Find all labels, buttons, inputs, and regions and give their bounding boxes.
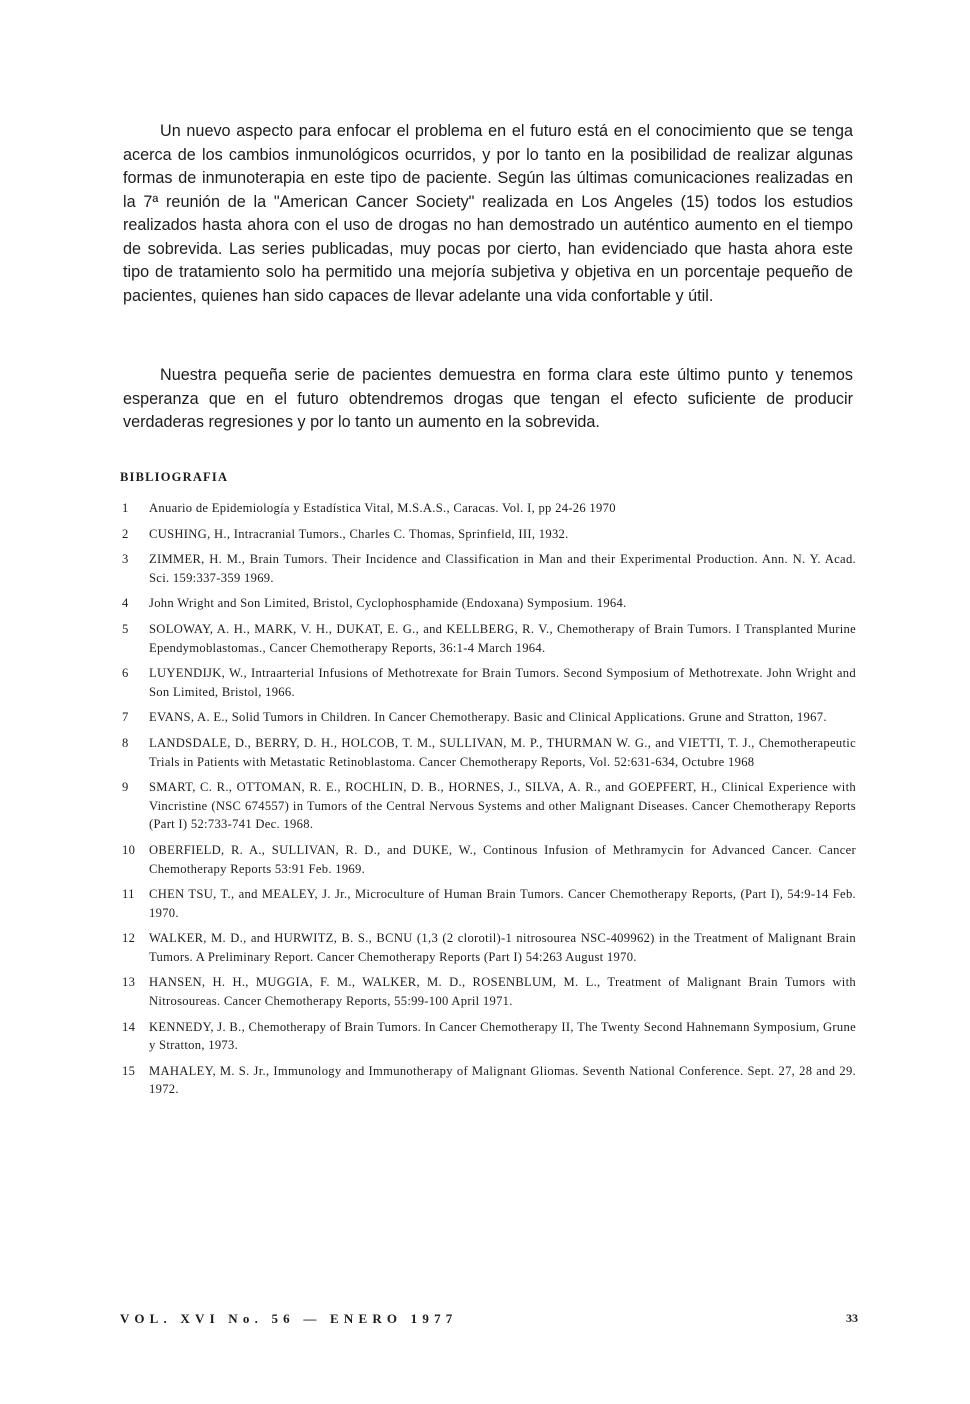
reference-text: WALKER, M. D., and HURWITZ, B. S., BCNU (1,3 (2 clorotil)-1 nitrosourea NSC-409962) in the Treatment of Malignant Brain Tumors. A Preliminary Report. Cancer Chemotherapy Reports (Part I) 54:263 August 1970. xyxy=(149,931,856,964)
reference-text: MAHALEY, M. S. Jr., Immunology and Immunotherapy of Malignant Gliomas. Seventh National Conference. Sept. 27, 28 and 29. 1972. xyxy=(149,1063,856,1097)
reference-item xyxy=(118,885,856,922)
reference-list xyxy=(118,499,856,1106)
reference-item xyxy=(118,664,856,701)
reference-item xyxy=(118,594,856,613)
reference-item xyxy=(118,620,856,657)
reference-number: 6 xyxy=(122,666,129,681)
reference-text: LANDSDALE, D., BERRY, D. H., HOLCOB, T. M., SULLIVAN, M. P., THURMAN W. G., and VIETTI, T. J., Chemotherapeutic Trials in Patients with Metastatic Retinoblastoma. Cancer Chemotherapy Reports, Vol. 52:631-634, Octubre 1968 xyxy=(149,735,856,769)
reference-text: LUYENDIJK, W., Intraarterial Infusions of Methotrexate for Brain Tumors. Second Symposium of Methotrexate. John Wright and Son Limited, Bristol, 1966. xyxy=(149,666,856,699)
reference-number: 1 xyxy=(122,501,129,515)
bibliography-heading: BIBLIOGRAFIA xyxy=(120,470,229,484)
reference-item xyxy=(118,525,856,544)
paragraph-2: Nuestra pequeña serie de pacientes demuestra en forma clara este último punto y tenemos esperanza que en el futuro obtendremos drogas que tengan el efecto suficiente de producir verdaderas regresiones y por lo tanto un aumento en la sobrevida. xyxy=(123,366,853,431)
reference-number: 13 xyxy=(122,975,136,990)
reference-text: Anuario de Epidemiología y Estadística Vital, M.S.A.S., Caracas. Vol. I, pp 24-26 1970 xyxy=(149,501,616,515)
reference-text: KENNEDY, J. B., Chemotherapy of Brain Tumors. In Cancer Chemotherapy II, The Twenty Second Hahnemann Symposium, Grune y Stratton, 1973. xyxy=(149,1019,856,1053)
reference-item xyxy=(118,973,856,1010)
reference-number: 4 xyxy=(122,596,129,611)
reference-number: 2 xyxy=(122,526,129,541)
reference-item xyxy=(118,550,856,587)
reference-item xyxy=(118,734,856,771)
reference-item xyxy=(118,929,856,966)
reference-number: 9 xyxy=(122,780,129,795)
page-footer xyxy=(120,1311,858,1331)
reference-item xyxy=(118,499,856,518)
reference-item xyxy=(118,1018,856,1055)
reference-number: 11 xyxy=(122,887,135,902)
reference-text: John Wright and Son Limited, Bristol, Cyclophosphamide (Endoxana) Symposium. 1964. xyxy=(149,596,627,611)
reference-item xyxy=(118,778,856,834)
reference-item xyxy=(118,841,856,878)
reference-number: 12 xyxy=(122,931,136,946)
reference-text: OBERFIELD, R. A., SULLIVAN, R. D., and DUKE, W., Continous Infusion of Methramycin for Advanced Cancer. Cancer Chemotherapy Reports 53:91 Feb. 1969. xyxy=(149,842,856,876)
journal-issue-line: VOL. XVI No. 56 — ENERO 1977 xyxy=(120,1311,458,1326)
reference-text: EVANS, A. E., Solid Tumors in Children. In Cancer Chemotherapy. Basic and Clinical Applications. Grune and Stratton, 1967. xyxy=(149,710,827,725)
reference-item xyxy=(118,1062,856,1099)
reference-number: 5 xyxy=(122,621,129,636)
reference-text: SMART, C. R., OTTOMAN, R. E., ROCHLIN, D. B., HORNES, J., SILVA, A. R., and GOEPFERT, H., Clinical Experience with Vincristine (NSC 674557) in Tumors of the Central Nervous Systems and other Malignant Diseases. Cancer Chemotherapy Reports (Part I) 52:733-741 Dec. 1968. xyxy=(149,780,856,832)
reference-text: CUSHING, H., Intracranial Tumors., Charles C. Thomas, Sprinfield, III, 1932. xyxy=(149,526,569,541)
reference-number: 8 xyxy=(122,735,129,750)
reference-number: 7 xyxy=(122,710,129,725)
paragraph-1: Un nuevo aspecto para enfocar el problema en el futuro está en el conocimiento que se tenga acerca de los cambios inmunológicos ocurridos, y por lo tanto en la posibilidad de realizar algunas formas de inmunoterapia en este tipo de paciente. Según las últimas comunicaciones realizadas en la 7ª reunión de la "American Cancer Society" realizada en Los Angeles (15) todos los estudios realizados hasta ahora con el uso de drogas no han demostrado un auténtico aumento en el tiempo de sobrevida. Las series publicadas, muy pocas por cierto, han evidenciado que hasta ahora este tipo de tratamiento solo ha permitido una mejoría subjetiva y objetiva en un porcentaje pequeño de pacientes, quienes han sido capaces de llevar adelante una vida confortable y útil. xyxy=(123,122,853,305)
reference-number: 14 xyxy=(122,1019,136,1034)
reference-text: ZIMMER, H. M., Brain Tumors. Their Incidence and Classification in Man and their Experimental Production. Ann. N. Y. Acad. Sci. 159:337-359 1969. xyxy=(149,552,856,585)
reference-text: SOLOWAY, A. H., MARK, V. H., DUKAT, E. G., and KELLBERG, R. V., Chemotherapy of Brain Tumors. I Transplanted Murine Ependymoblastomas., Cancer Chemotherapy Reports, 36:1-4 March 1964. xyxy=(149,621,856,655)
reference-number: 3 xyxy=(122,552,129,567)
page-number: 33 xyxy=(846,1311,858,1325)
reference-number: 10 xyxy=(122,842,136,857)
reference-item xyxy=(118,708,856,727)
reference-text: HANSEN, H. H., MUGGIA, F. M., WALKER, M. D., ROSENBLUM, M. L., Treatment of Malignant Brain Tumors with Nitrosoureas. Cancer Chemotherapy Reports, 55:99-100 April 1971. xyxy=(149,975,856,1009)
reference-number: 15 xyxy=(122,1063,136,1078)
reference-text: CHEN TSU, T., and MEALEY, J. Jr., Microculture of Human Brain Tumors. Cancer Chemotherapy Reports, (Part I), 54:9-14 Feb. 1970. xyxy=(149,887,856,920)
